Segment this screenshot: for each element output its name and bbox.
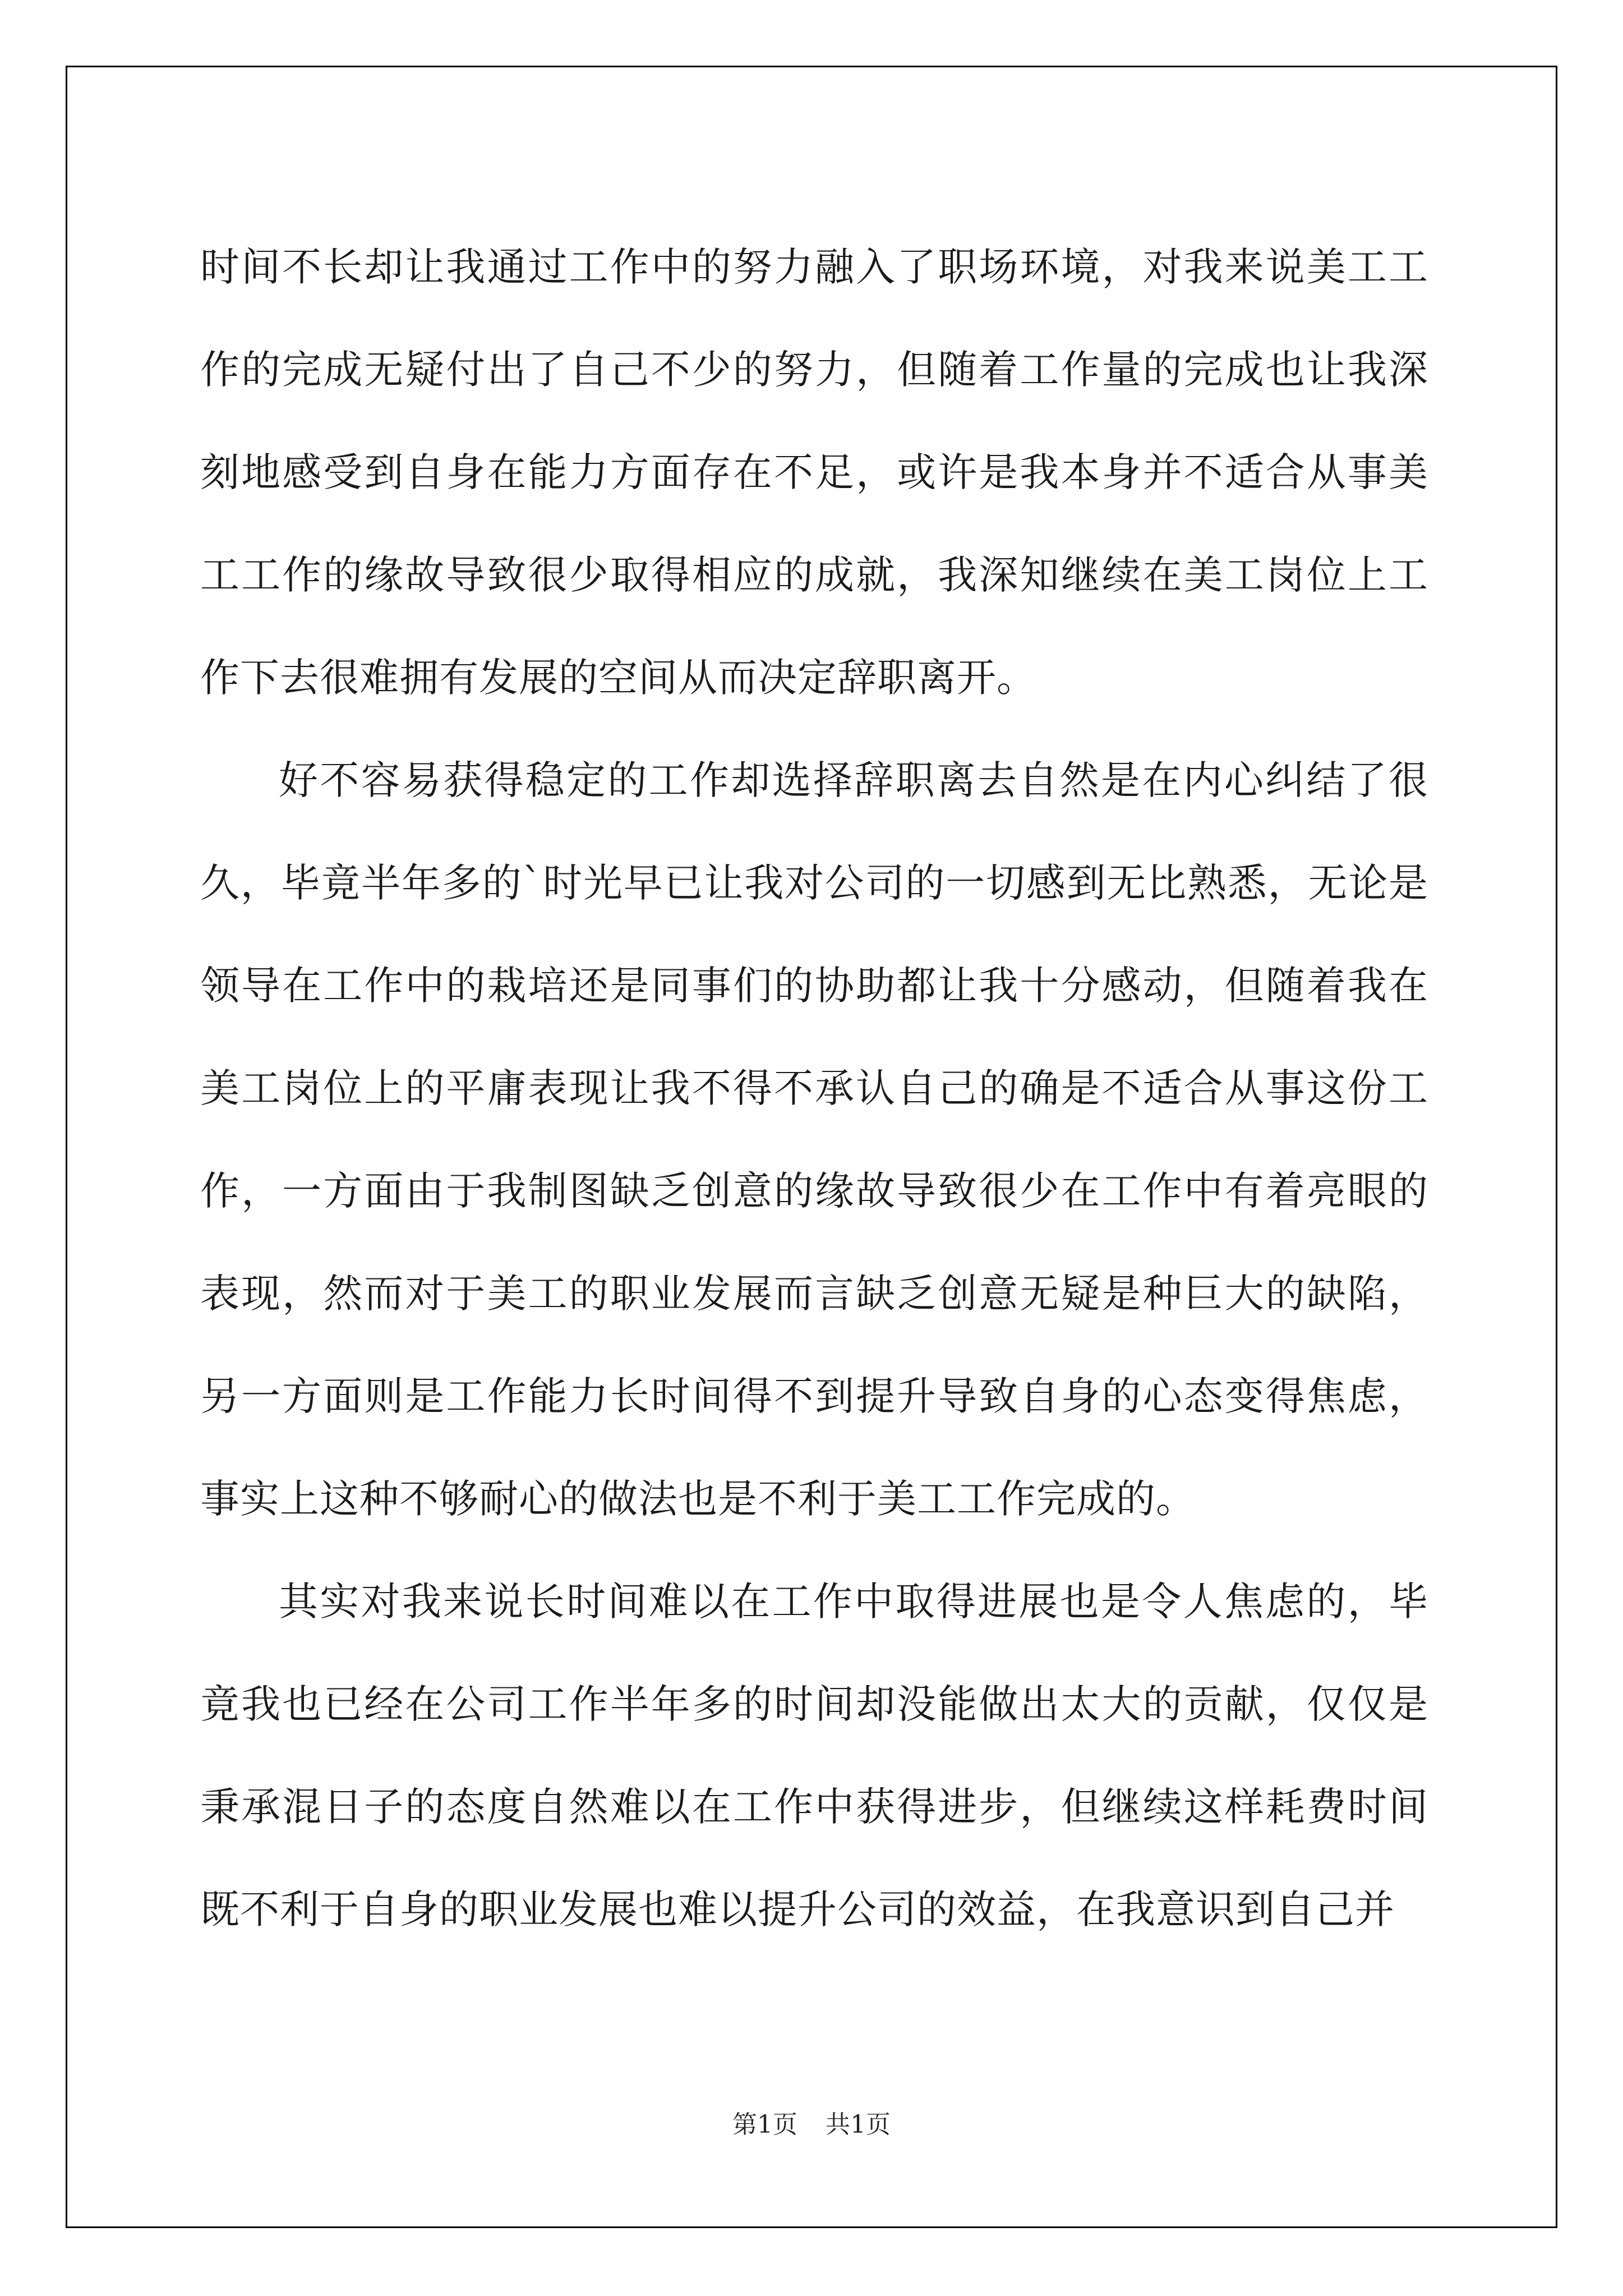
paragraph-3: 其实对我来说长时间难以在工作中取得进展也是令人焦虑的，毕竟我也已经在公司工作半年多的时间却没能做出太大的贡献，仅仅是秉承混日子的态度自然难以在工作中获得进步，但继续这样耗费时间既不利于自身的职业发展也难以提升公司的效益，在我意识到自己并 — [200, 1579, 1428, 1932]
page-number: 第1页 — [732, 2110, 797, 2139]
page-total: 共1页 — [826, 2110, 891, 2139]
document-body — [200, 216, 1428, 1961]
paragraph-1: 时间不长却让我通过工作中的努力融入了职场环境，对我来说美工工作的完成无疑付出了自己不少的努力，但随着工作量的完成也让我深刻地感受到自身在能力方面存在不足，或许是我本身并不适合从事美工工作的缘故导致很少取得相应的成就，我深知继续在美工岗位上工作下去很难拥有发展的空间从而决定辞职离开。 — [200, 244, 1428, 701]
paragraph-2: 好不容易获得稳定的工作却选择辞职离去自然是在内心纠结了很久，毕竟半年多的`时光早已让我对公司的一切感到无比熟悉，无论是领导在工作中的栽培还是同事们的协助都让我十分感动，但随着我在美工岗位上的平庸表现让我不得不承认自己的确是不适合从事这份工作，一方面由于我制图缺乏创意的缘故导致很少在工作中有着亮眼的表现，然而对于美工的职业发展而言缺乏创意无疑是种巨大的缺陷，另一方面则是工作能力长时间得不到提升导致自身的心态变得焦虑，事实上这种不够耐心的做法也是不利于美工工作完成的。 — [200, 757, 1428, 1522]
page-footer — [0, 2108, 1623, 2142]
